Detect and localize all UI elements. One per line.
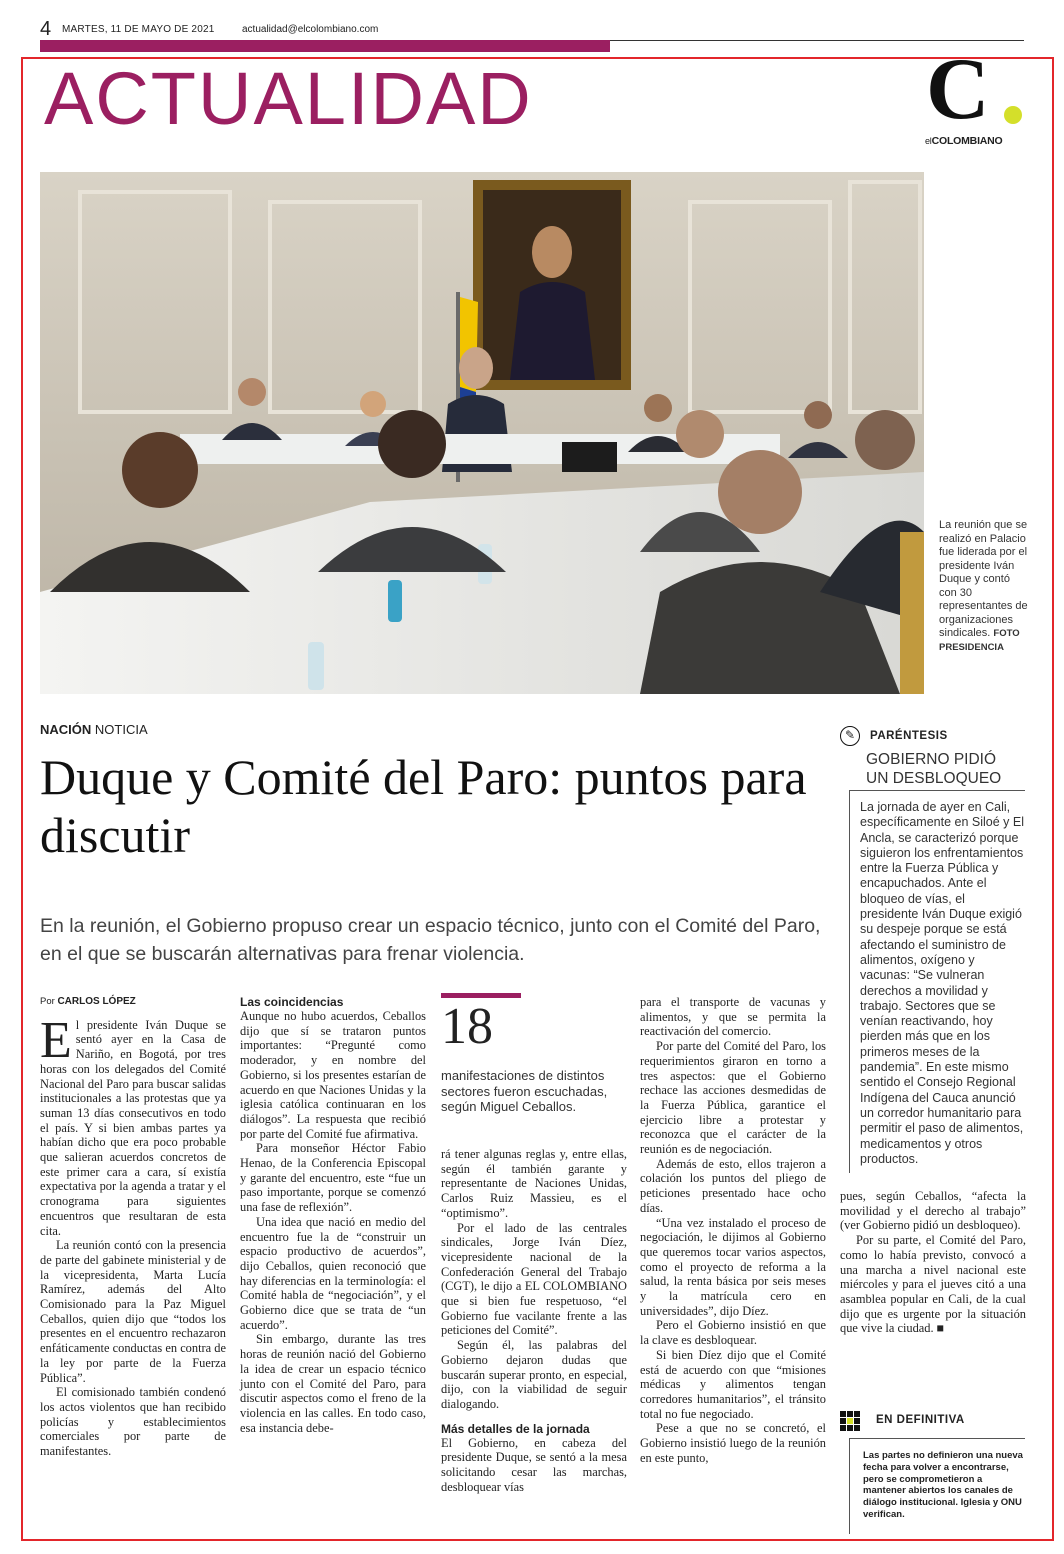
section-title: ACTUALIDAD: [44, 57, 533, 140]
paragraph: La reunión contó con la presencia de parte del gabinete ministerial y de la vicepresidenta, Marta Lucía Ramírez, además del Alto Comisionado para la Paz Miguel Ceballos, quien dijo que “todos los presentes en el encuentro rechazaron enfáticamente conductas en contra de la ley por parte de la Fuerza Pública”.: [40, 1238, 226, 1385]
paragraph: Por el lado de las centrales sindicales, Jorge Iván Díez, vicepresidente nacional de la Confederación General del Trabajo (CGT), le dijo a EL COLOMBIANO que si bien fue respetuoso, “el Gobierno fue vacilante frente a las peticiones del Comité”.: [441, 1220, 627, 1338]
section-email: actualidad@elcolombiano.com: [242, 24, 379, 35]
logo-letter: C: [926, 41, 990, 138]
article-column-5: [840, 1189, 1026, 1336]
subheading: Más detalles de la jornada: [441, 1421, 590, 1436]
paragraph-text: l presidente Iván Duque se sentó ayer en la Casa de Nariño, en Bogotá, por tres horas con los delegados del Comité Nacional del Paro para buscar salidas institucionales a las protestas que ya suman 13 días consecutivos en todo el país. Y si bien ambas partes ya habían dicho que era poco probable que salieran acuerdos concretos de este primer cara a cara, sí existía expectativa por la agenda a tratar y el cronograma para siguientes encuentros que resultaran de esta cita.: [40, 1017, 226, 1238]
paragraph: pues, según Ceballos, “afecta la movilidad y el derecho al trabajo” (ver Gobierno pidió un desbloqueo).: [840, 1189, 1026, 1233]
sidebar-top-rule: [849, 790, 1025, 791]
byline: [40, 995, 226, 1010]
kicker-section: NACIÓN: [40, 722, 92, 737]
paragraph: El Gobierno, en cabeza del presidente Duque, se sentó a la mesa solicitando cesar las marchas, desbloquear vías: [441, 1435, 627, 1494]
article-column-2: [240, 995, 426, 1435]
definitiva-text: Las partes no definieron una nueva fecha para volver a encontrarse, pero se comprometieron a mantener abiertos los canales de diálogo institucional. Iglesia y ONU verifican.: [863, 1450, 1023, 1520]
paragraph: Por parte del Comité del Paro, los requerimientos giraron en torno a tres aspectos: que el Gobierno rechace las acciones desmedidas de la Fuerza Pública, garantice el ejercicio libre a protestar y reconozca que el carácter de la reunión es de negociación.: [640, 1039, 826, 1157]
article-deck: En la reunión, el Gobierno propuso crear un espacio técnico, junto con el Comité del Paro, en el que se buscarán alternativas para frenar violencia.: [40, 915, 821, 965]
paragraph: Si bien Díez dijo que el Comité está de acuerdo con que “misiones médicas y alimentos tengan corredores humanitarios”, el tránsito total no fue negociado.: [640, 1347, 826, 1421]
stat-number: 18: [441, 998, 493, 1055]
article-column-3: [441, 1147, 627, 1494]
parentesis-icon: ✎: [840, 726, 860, 746]
photo-credit: FOTO PRESIDENCIA: [939, 628, 1020, 653]
paragraph: Aunque no hubo acuerdos, Ceballos dijo que sí se trataron puntos importantes: “Pregunté como moderador, y en nombre del Gobierno, si los presentes estarían de acuerdo en que Naciones Unidas y la iglesia católica continuaran en los diálogos”. La respuesta que recibió por parte del Comité fue afirmativa.: [240, 1009, 426, 1141]
paragraph: El comisionado también condenó los actos violentos que han recibido policías y establecimientos comerciales por parte de manifestantes.: [40, 1385, 226, 1459]
paragraph: Una idea que nació en medio del encuentro fue la de “construir un espacio productivo de acuerdos”, dijo Ceballos, quien reconoció que hay diferencias en la terminología: el Comité habla de “negociación”, y el Gobierno dice que se trata de “un acuerdo”.: [240, 1214, 426, 1332]
newspaper-logo: [925, 135, 1003, 147]
page-date: MARTES, 11 DE MAYO DE 2021: [62, 24, 215, 35]
sidebar-kicker: PARÉNTESIS: [870, 730, 948, 742]
paragraph: Según él, las palabras del Gobierno dejaron dudas que buscarán superar pronto, en especial, dijo, con la viabilidad de seguir dialogando.: [441, 1338, 627, 1411]
paragraph: [40, 1011, 226, 1239]
logo-dot-icon: [1004, 106, 1022, 124]
paragraph: “Una vez instalado el proceso de negociación, le dijimos al Gobierno que queremos tocar varios aspectos, como el proyecto de reforma a la salud, la renta básica por seis meses y la matrícula cero en universidades”, dijo Díez.: [640, 1215, 826, 1318]
logo-name: COLOMBIANO: [931, 135, 1003, 147]
dropcap: E: [40, 1011, 72, 1069]
kicker-type: NOTICIA: [94, 722, 148, 737]
meeting-photo-illustration: [40, 172, 924, 694]
paragraph: Por su parte, el Comité del Paro, como lo había previsto, convocó a una marcha a nivel nacional este miércoles y para el jueves citó a una asamblea popular en Cali, de la cual dijo que es urgente por la situación que vive la ciudad. ■: [840, 1233, 1026, 1336]
page-number: 4: [40, 18, 52, 40]
paragraph: Sin embargo, durante las tres horas de reunión nació del Gobierno la idea de crear un espacio técnico junto con el Comité del Paro, para discutir aspectos como el freno de la violencia en las calles. En todo caso, esa instancia debe-: [240, 1332, 426, 1435]
definitiva-kicker: EN DEFINITIVA: [876, 1414, 965, 1426]
article-column-1: [40, 995, 226, 1459]
subheading: Las coincidencias: [240, 995, 344, 1009]
caption-text: La reunión que se realizó en Palacio fue liderada por el presidente Iván Duque y contó con 30 representantes de organizaciones sindicales.: [939, 519, 1028, 639]
paragraph: rá tener algunas reglas y, entre ellas, según él también garante y representante de Naciones Unidas, Carlos Ruiz Massieu, es el “optimismo”.: [441, 1147, 627, 1220]
sidebar-title: GOBIERNO PIDIÓ UN DESBLOQUEO: [866, 751, 1002, 787]
definitiva-top-rule: [849, 1438, 1025, 1439]
section-color-bar: [40, 40, 610, 52]
en-definitiva-icon: [840, 1411, 860, 1431]
paragraph: para el transporte de vacunas y alimentos, y que se permita la reactivación del comercio.: [640, 995, 826, 1039]
sidebar-body: La jornada de ayer en Cali, específicamente en Siloé y El Ancla, se caracterizó porque siguieron los enfrentamientos entre la Fuerza Pública y encapuchados. Ante el bloqueo de vías, el presidente Iván Duque exigió su despeje porque se está afectando el suministro de alimentos, oxígeno y vacunas: “Se vulneran derechos a movilidad y trabajo. Sectores que se venían reactivando, hoy pierden más que en los primeros meses de la pandemia”. En este mismo sentido el Consejo Regional Indígena del Cauca anunció un corredor humanitario para permitir el paso de alimentos, medicamentos y otros productos.: [860, 800, 1024, 1166]
meeting-photo: [40, 172, 924, 694]
paragraph: Para monseñor Héctor Fabio Henao, de la Conferencia Episcopal y garante del encuentro, este “fue un paso importante, porque se comenzó una fase de reflexión”.: [240, 1141, 426, 1215]
article-kicker: [40, 722, 148, 737]
article-column-4: [640, 995, 826, 1466]
paragraph: Pese a que no se concretó, el Gobierno insistió luego de la reunión en este punto,: [640, 1421, 826, 1465]
sidebar-rule: [849, 790, 850, 1173]
definitiva-rule: [849, 1438, 850, 1534]
byline-prefix: Por: [40, 996, 55, 1007]
logo-el: el: [925, 136, 932, 146]
article-headline: Duque y Comité del Paro: puntos para discutir: [40, 749, 807, 863]
paragraph: Además de esto, ellos trajeron a colación los puntos del pliego de peticiones presentado hace ocho días.: [640, 1156, 826, 1215]
paragraph: Pero el Gobierno insistió en que la clave es desbloquear.: [640, 1318, 826, 1348]
stat-text: manifestaciones de distintos sectores fueron escuchadas, según Miguel Ceballos.: [441, 1068, 608, 1114]
photo-caption: [939, 519, 1029, 654]
byline-author: CARLOS LÓPEZ: [57, 996, 136, 1007]
